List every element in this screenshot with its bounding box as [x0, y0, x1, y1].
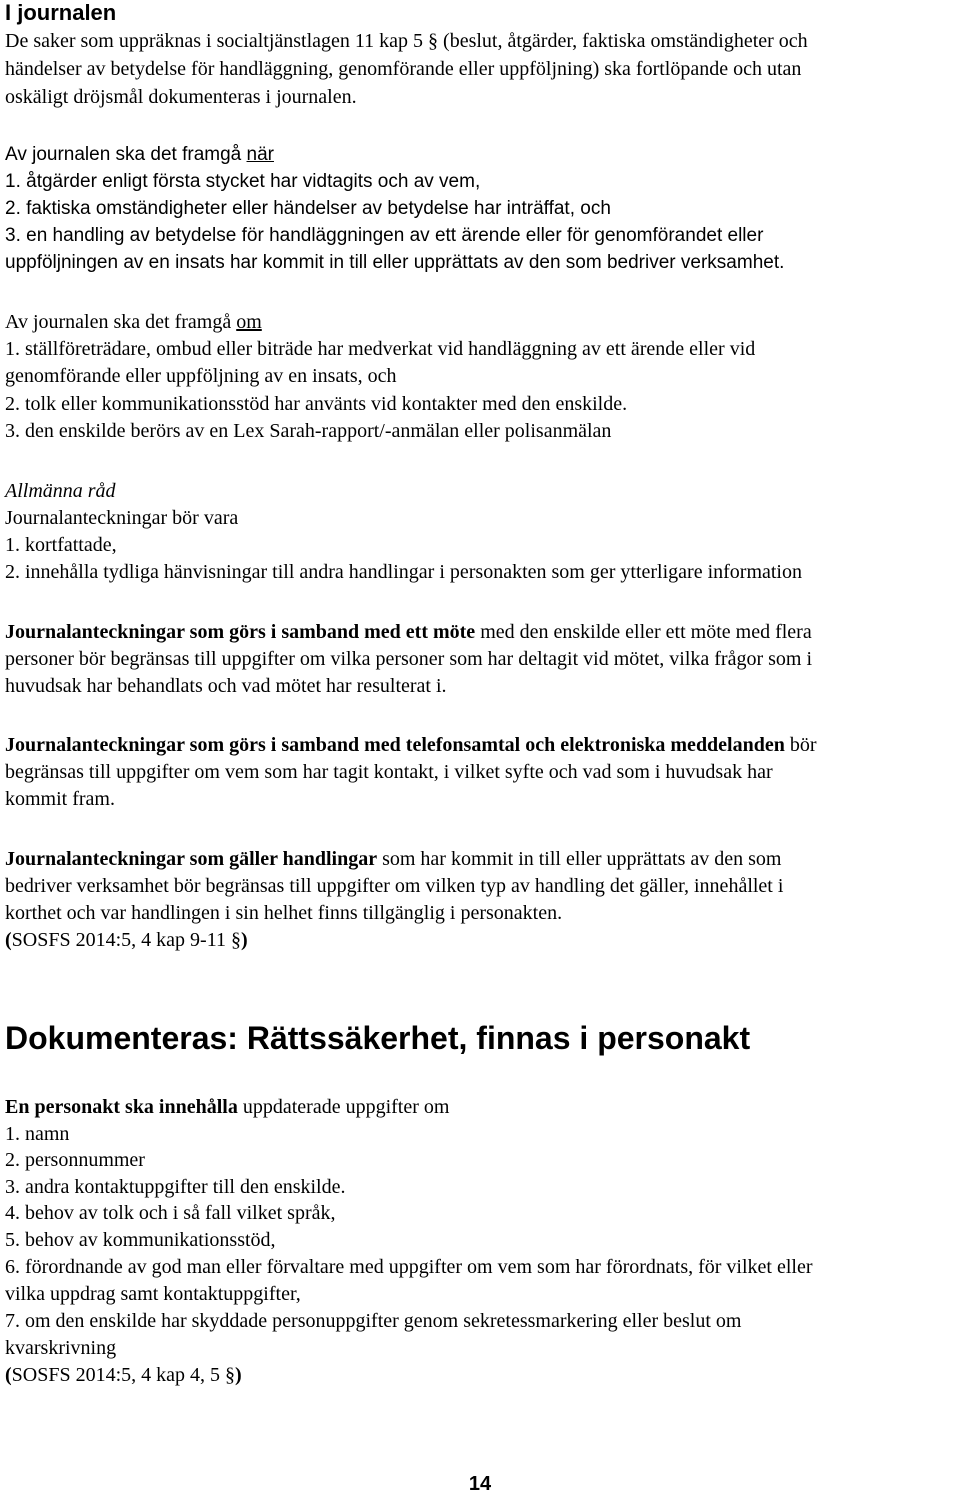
nar-prefix: Av journalen ska det framgå: [5, 144, 247, 165]
ref-close-paren: ): [240, 929, 248, 951]
ref2-close-paren: ): [235, 1364, 242, 1386]
nar-item-3: 3. en handling av betydelse för handläggningen av ett ärende eller för genomförandet eller: [5, 225, 764, 246]
personakt-item-7-cont: kvarskrivning: [5, 1337, 117, 1359]
personakt-item-7: 7. om den enskilde har skyddade personuppgifter genom sekretessmarkering eller beslut om: [5, 1310, 742, 1332]
allmanna-rad-heading: Allmänna råd: [5, 480, 116, 502]
handling-paragraph-line-1: [5, 846, 781, 872]
mote-bold: Journalanteckningar som görs i samband med ett möte: [5, 621, 476, 643]
intro-line-1: De saker som uppräknas i socialtjänstlagen 11 kap 5 § (beslut, åtgärder, faktiska omständigheter och: [5, 30, 808, 52]
rad-line-1: Journalanteckningar bör vara: [5, 507, 239, 529]
ref2-open-paren: (: [5, 1364, 12, 1386]
mote-paragraph-line-1: [5, 619, 812, 645]
mote-paragraph-line-3: huvudsak har behandlats och vad mötet har resulterat i.: [5, 675, 447, 697]
ref2-text: SOSFS 2014:5, 4 kap 4, 5 §: [11, 1364, 236, 1386]
ref-open-paren: (: [5, 929, 12, 951]
om-item-1-cont: genomförande eller uppföljning av en insats, och: [5, 365, 397, 387]
handling-paragraph-line-3: korthet och var handlingen i sin helhet finns tillgänglig i personakten.: [5, 902, 563, 924]
personakt-item-1: 1. namn: [5, 1123, 70, 1145]
handling-bold: Journalanteckningar som gäller handlingar: [5, 848, 378, 870]
telefon-bold: Journalanteckningar som görs i samband med telefonsamtal och elektroniska meddelanden: [5, 734, 785, 756]
telefon-paragraph-line-2: begränsas till uppgifter om vem som har tagit kontakt, i vilket syfte och vad som i huvudsak har: [5, 761, 773, 783]
personakt-item-5: 5. behov av kommunikationsstöd,: [5, 1229, 276, 1251]
om-prefix: Av journalen ska det framgå: [5, 311, 237, 333]
telefon-rest: bör: [784, 734, 817, 756]
nar-item-1: 1. åtgärder enligt första stycket har vidtagits och av vem,: [5, 171, 481, 192]
om-item-2: 2. tolk eller kommunikationsstöd har använts vid kontakter med den enskilde.: [5, 393, 628, 415]
nar-item-3-cont: uppföljningen av en insats har kommit in till eller upprättats av den som bedriver verksamhet.: [5, 252, 785, 273]
om-item-1: 1. ställföreträdare, ombud eller biträde har medverkat vid handläggning av ett ärende eller vid: [5, 338, 756, 360]
personakt-item-6-cont: vilka uppdrag samt kontaktuppgifter,: [5, 1283, 301, 1305]
mote-paragraph-line-2: personer bör begränsas till uppgifter om vilka personer som har deltagit vid mötet, vilka frågor som i: [5, 648, 813, 670]
rad-line-2: 1. kortfattade,: [5, 534, 117, 556]
om-item-3: 3. den enskilde berörs av en Lex Sarah-rapport/-anmälan eller polisanmälan: [5, 420, 612, 442]
personakt-item-6: 6. förordnande av god man eller förvaltare med uppgifter om vem som har förordnats, för vilket eller: [5, 1256, 813, 1278]
personakt-item-4: 4. behov av tolk och i så fall vilket språk,: [5, 1202, 336, 1224]
nar-word: när: [246, 144, 274, 165]
mote-rest: med den enskilde eller ett möte med flera: [475, 621, 812, 643]
handling-rest: som har kommit in till eller upprättats av den som: [377, 848, 782, 870]
personakt-item-2: 2. personnummer: [5, 1149, 145, 1171]
om-intro: [5, 309, 262, 335]
personakt-bold: En personakt ska innehålla: [5, 1096, 238, 1118]
nar-intro: [5, 142, 274, 168]
personakt-rest: uppdaterade uppgifter om: [237, 1096, 450, 1118]
handling-paragraph-line-2: bedriver verksamhet bör begränsas till uppgifter om vilken typ av handling det gäller, innehållet i: [5, 875, 784, 897]
intro-line-3: oskäligt dröjsmål dokumenteras i journalen.: [5, 86, 357, 108]
reference-sosfs-4-5: [5, 1362, 242, 1388]
om-word: om: [236, 311, 262, 333]
intro-line-2: händelser av betydelse för handläggning, genomförande eller uppföljning) ska fortlöpande och utan: [5, 58, 802, 80]
page-number: 14: [468, 1473, 492, 1495]
personakt-lead: [5, 1094, 449, 1120]
nar-item-2: 2. faktiska omständigheter eller händelser av betydelse har inträffat, och: [5, 198, 611, 219]
section-heading-dokumenteras: Dokumenteras: Rättssäkerhet, finnas i personakt: [5, 1020, 751, 1056]
telefon-paragraph-line-3: kommit fram.: [5, 788, 115, 810]
rad-line-3: 2. innehålla tydliga hänvisningar till andra handlingar i personakten som ger ytterligare information: [5, 561, 802, 583]
reference-sosfs-9-11: [5, 927, 248, 953]
ref-text: SOSFS 2014:5, 4 kap 9-11 §: [11, 929, 241, 951]
section-heading-journalen: I journalen: [5, 0, 117, 25]
telefon-paragraph-line-1: [5, 732, 817, 758]
personakt-item-3: 3. andra kontaktuppgifter till den enskilde.: [5, 1176, 346, 1198]
